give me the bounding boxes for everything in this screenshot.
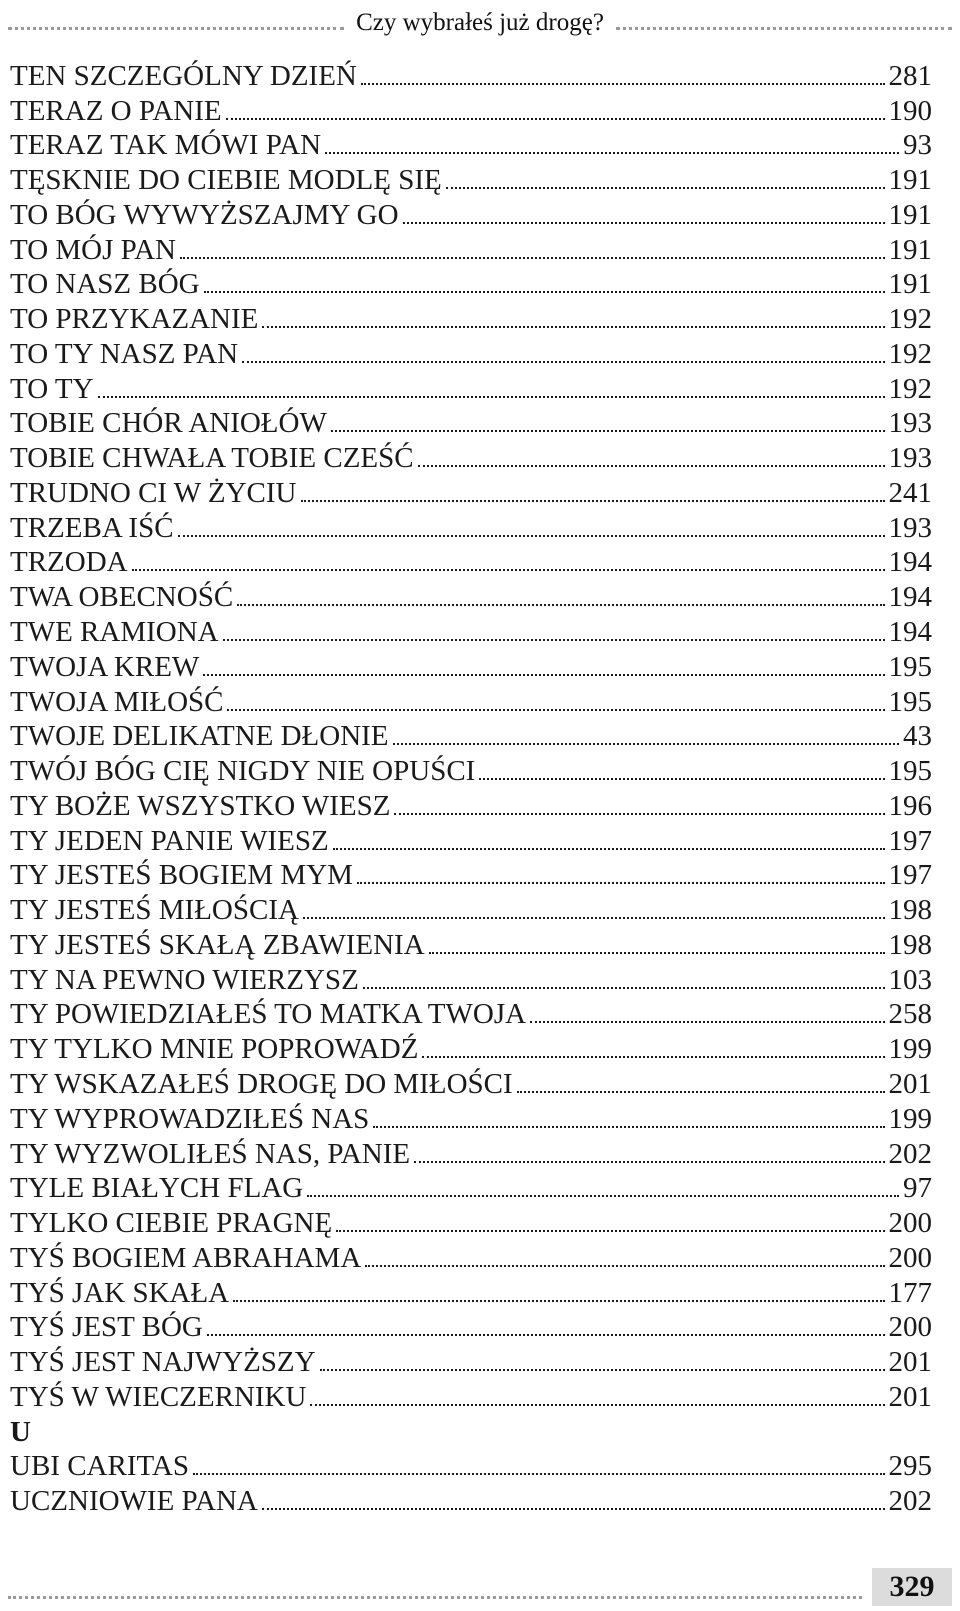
dot-leader: [336, 1230, 884, 1232]
entry-title: TEN SZCZEGÓLNY DZIEŃ: [10, 59, 357, 92]
dot-leader: [303, 917, 885, 919]
dot-leader: [325, 152, 899, 154]
dot-leader: [132, 569, 885, 571]
index-entry: [10, 56, 932, 91]
dot-leader: [207, 1334, 885, 1336]
index-entry: [10, 438, 932, 473]
entry-title: TY WSKAZAŁEŚ DROGĘ DO MIŁOŚCI: [10, 1067, 513, 1100]
section-letter: U: [10, 1415, 31, 1448]
index-entry: [10, 404, 932, 439]
index-entry: [10, 751, 932, 786]
entry-title: TO MÓJ PAN: [10, 233, 176, 266]
page-footer: [8, 1566, 952, 1606]
entry-page: 199: [888, 1033, 932, 1066]
dot-leader: [530, 1021, 884, 1023]
dot-leader: [363, 987, 885, 989]
dot-leader: [262, 1508, 885, 1510]
entry-title: TWOJA MIŁOŚĆ: [10, 685, 224, 718]
index-entry: [10, 543, 932, 578]
entry-page: 193: [888, 511, 932, 544]
index-list: [10, 56, 932, 1516]
dot-leader: [242, 361, 884, 363]
index-entry: [10, 1342, 932, 1377]
entry-page: 241: [888, 476, 932, 509]
index-entry: [10, 821, 932, 856]
index-entry: [10, 856, 932, 891]
entry-title: TWA OBECNOŚĆ: [10, 581, 234, 614]
entry-page: 201: [888, 1380, 932, 1413]
entry-page: 202: [888, 1137, 932, 1170]
index-entry: [10, 299, 932, 334]
entry-title: TY JESTEŚ BOGIEM MYM: [10, 859, 353, 892]
dot-leader: [357, 882, 885, 884]
index-entry: [10, 786, 932, 821]
entry-page: 201: [888, 1346, 932, 1379]
dot-leader: [193, 1473, 885, 1475]
dot-leader: [223, 639, 885, 641]
entry-title: TYŚ JAK SKAŁA: [10, 1276, 230, 1309]
entry-title: TERAZ TAK MÓWI PAN: [10, 129, 322, 162]
entry-title: TWÓJ BÓG CIĘ NIGDY NIE OPUŚCI: [10, 755, 476, 788]
dot-leader: [393, 743, 899, 745]
dot-leader: [479, 778, 884, 780]
entry-page: 281: [888, 59, 932, 92]
entry-page: 202: [888, 1485, 932, 1518]
entry-title: TWOJE DELIKATNE DŁONIE: [10, 720, 389, 753]
entry-page: 190: [888, 94, 932, 127]
entry-title: TY NA PEWNO WIERZYSZ: [10, 963, 359, 996]
entry-title: TRZODA: [10, 546, 128, 579]
dot-leader: [373, 1126, 884, 1128]
index-entry: [10, 1064, 932, 1099]
index-entry: [10, 195, 932, 230]
entry-page: 195: [888, 755, 932, 788]
index-entry: [10, 682, 932, 717]
index-entry: [10, 577, 932, 612]
entry-page: 199: [888, 1102, 932, 1135]
index-entry: [10, 1273, 932, 1308]
entry-page: 93: [903, 129, 932, 162]
entry-title: TY BOŻE WSZYSTKO WIESZ: [10, 789, 391, 822]
index-entry: [10, 1099, 932, 1134]
entry-page: 194: [888, 581, 932, 614]
index-entry: [10, 1203, 932, 1238]
index-entry: [10, 612, 932, 647]
dot-leader: [361, 83, 885, 85]
index-entry: [10, 508, 932, 543]
entry-page: 193: [888, 442, 932, 475]
dot-leader: [227, 709, 884, 711]
index-entry: [10, 1377, 932, 1412]
entry-title: TY POWIEDZIAŁEŚ TO MATKA TWOJA: [10, 998, 527, 1031]
index-entry: [10, 126, 932, 161]
index-entry: [10, 1481, 932, 1516]
entry-page: 196: [888, 789, 932, 822]
index-entry: [10, 647, 932, 682]
footer-dotted-rule: [8, 1596, 862, 1599]
index-entry: [10, 160, 932, 195]
entry-title: TRZEBA IŚĆ: [10, 511, 174, 544]
dot-leader: [422, 1056, 884, 1058]
entry-page: 197: [888, 824, 932, 857]
entry-page: 43: [903, 720, 932, 753]
entry-title: TY WYPROWADZIŁEŚ NAS: [10, 1102, 370, 1135]
entry-title: TOBIE CHÓR ANIOŁÓW: [10, 407, 327, 440]
entry-page: 295: [888, 1450, 932, 1483]
entry-title: TYŚ JEST NAJWYŻSZY: [10, 1346, 316, 1379]
entry-title: TY JEDEN PANIE WIESZ: [10, 824, 329, 857]
dot-leader: [98, 396, 885, 398]
entry-page: 191: [888, 233, 932, 266]
entry-title: UBI CARITAS: [10, 1450, 189, 1483]
dot-leader: [178, 535, 885, 537]
entry-title: TRUDNO CI W ŻYCIU: [10, 476, 297, 509]
dot-leader: [180, 257, 885, 259]
index-entry: [10, 960, 932, 995]
entry-title: TYŚ BOGIEM ABRAHAMA: [10, 1241, 362, 1274]
dot-leader: [414, 1161, 884, 1163]
index-entry: [10, 369, 932, 404]
dot-leader: [418, 465, 885, 467]
entry-page: 192: [888, 303, 932, 336]
page-number: 329: [872, 1568, 952, 1606]
index-entry: [10, 1447, 932, 1482]
index-entry: [10, 1238, 932, 1273]
index-entry: [10, 473, 932, 508]
entry-title: TYŚ W WIECZERNIKU: [10, 1380, 307, 1413]
index-entry: [10, 1169, 932, 1204]
header-dotted-rule-right: [616, 27, 952, 30]
entry-title: TO BÓG WYWYŻSZAJMY GO: [10, 198, 399, 231]
index-entry: [10, 1308, 932, 1343]
dot-leader: [203, 674, 884, 676]
dot-leader: [394, 813, 884, 815]
index-entry: [10, 717, 932, 752]
entry-page: 197: [888, 859, 932, 892]
entry-page: 201: [888, 1067, 932, 1100]
index-entry: [10, 1134, 932, 1169]
entry-page: 200: [888, 1241, 932, 1274]
entry-title: TY JESTEŚ MIŁOŚCIĄ: [10, 894, 299, 927]
header-dotted-rule-left: [8, 27, 344, 30]
entry-page: 191: [888, 198, 932, 231]
index-entry: [10, 265, 932, 300]
entry-title: TWE RAMIONA: [10, 616, 219, 649]
entry-title: TWOJA KREW: [10, 650, 200, 683]
entry-title: TERAZ O PANIE: [10, 94, 222, 127]
dot-leader: [333, 848, 885, 850]
entry-page: 198: [888, 928, 932, 961]
entry-title: TO TY: [10, 372, 94, 405]
dot-leader: [237, 604, 884, 606]
index-entry: [10, 890, 932, 925]
entry-page: 97: [903, 1172, 932, 1205]
entry-page: 195: [888, 650, 932, 683]
entry-page: 194: [888, 546, 932, 579]
entry-title: TO PRZYKAZANIE: [10, 303, 259, 336]
entry-page: 192: [888, 372, 932, 405]
entry-page: 103: [888, 963, 932, 996]
dot-leader: [403, 222, 885, 224]
entry-page: 194: [888, 616, 932, 649]
dot-leader: [233, 1300, 884, 1302]
index-entry: [10, 334, 932, 369]
index-entry: [10, 995, 932, 1030]
entry-page: 191: [888, 164, 932, 197]
dot-leader: [310, 1404, 884, 1406]
entry-title: TO TY NASZ PAN: [10, 337, 239, 370]
entry-page: 258: [888, 998, 932, 1031]
entry-title: TĘSKNIE DO CIEBIE MODLĘ SIĘ: [10, 164, 442, 197]
entry-page: 200: [888, 1207, 932, 1240]
entry-title: TY JESTEŚ SKAŁĄ ZBAWIENIA: [10, 928, 425, 961]
index-entry: [10, 230, 932, 265]
dot-leader: [262, 326, 884, 328]
entry-title: TYLE BIAŁYCH FLAG: [10, 1172, 304, 1205]
index-entry: [10, 1029, 932, 1064]
dot-leader: [331, 430, 885, 432]
entry-title: TYŚ JEST BÓG: [10, 1311, 203, 1344]
dot-leader: [517, 1091, 885, 1093]
entry-page: 200: [888, 1311, 932, 1344]
entry-title: TY TYLKO MNIE POPROWADŹ: [10, 1033, 419, 1066]
dot-leader: [429, 952, 885, 954]
index-entry: [10, 925, 932, 960]
dot-leader: [307, 1195, 899, 1197]
entry-title: TO NASZ BÓG: [10, 268, 200, 301]
entry-title: UCZNIOWIE PANA: [10, 1485, 258, 1518]
dot-leader: [365, 1265, 884, 1267]
entry-page: 195: [888, 685, 932, 718]
running-header-title: Czy wybrałeś już drogę?: [356, 9, 604, 36]
index-entry: [10, 91, 932, 126]
dot-leader: [204, 291, 885, 293]
entry-page: 177: [888, 1276, 932, 1309]
entry-page: 191: [888, 268, 932, 301]
entry-page: 192: [888, 337, 932, 370]
dot-leader: [226, 118, 885, 120]
dot-leader: [446, 187, 885, 189]
entry-title: TY WYZWOLIŁEŚ NAS, PANIE: [10, 1137, 411, 1170]
entry-title: TYLKO CIEBIE PRAGNĘ: [10, 1207, 333, 1240]
dot-leader: [301, 500, 885, 502]
running-header: [8, 8, 952, 38]
entry-page: 193: [888, 407, 932, 440]
entry-title: TOBIE CHWAŁA TOBIE CZEŚĆ: [10, 442, 414, 475]
dot-leader: [320, 1369, 885, 1371]
entry-page: 198: [888, 894, 932, 927]
